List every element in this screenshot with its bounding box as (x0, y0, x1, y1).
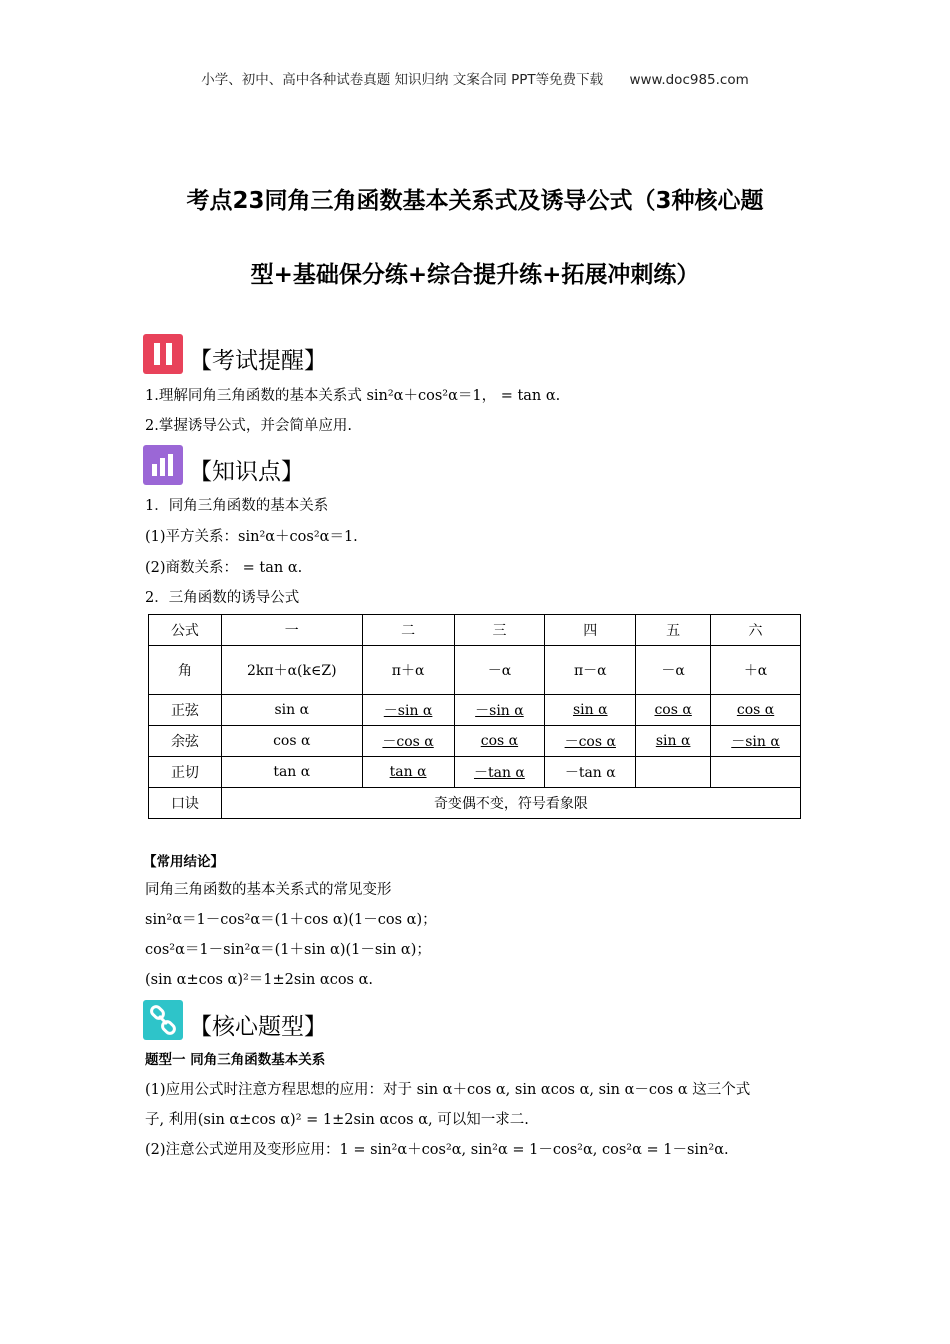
table-row-angle (149, 646, 801, 695)
table-header-row (149, 615, 801, 646)
common-formula-2: cos²α＝1－sin²α＝(1＋sin α)(1－sin α)； (145, 942, 431, 958)
common-formula-3: (sin α±cos α)²＝1±2sin αcos α. (145, 972, 374, 988)
core-section-header (143, 1000, 327, 1040)
table-cell: －tan α (454, 757, 545, 788)
core-section-title: 【核心题型】 (189, 1014, 327, 1040)
knowledge-item-1: 1．同角三角函数的基本关系 (145, 498, 329, 514)
header-text: 小学、初中、高中各种试卷真题 知识归纳 文案合同 PPT等免费下载 (201, 72, 604, 88)
table-cell: sin α (221, 695, 362, 726)
link-icon (143, 1000, 183, 1040)
table-cell (636, 757, 711, 788)
table-row-label: 正弦 (149, 695, 222, 726)
pause-icon (143, 334, 183, 374)
knowledge-item-2: (1)平方关系：sin²α＋cos²α＝1. (145, 529, 358, 545)
knowledge-item-4: 2．三角函数的诱导公式 (145, 590, 300, 606)
page-header (0, 68, 950, 88)
mnemonic-cell: 奇变偶不变，符号看象限 (221, 788, 800, 819)
table-header-cell: 五 (636, 615, 711, 646)
table-header-cell: 一 (221, 615, 362, 646)
table-header-cell: 公式 (149, 615, 222, 646)
exam-item-2: 2.掌握诱导公式，并会简单应用. (145, 418, 352, 434)
table-row-label: 口诀 (149, 788, 222, 819)
table-row-cosine (149, 726, 801, 757)
table-row-mnemonic (149, 788, 801, 819)
table-cell: ＋α (711, 646, 801, 695)
table-cell: －tan α (545, 757, 636, 788)
table-cell: －sin α (711, 726, 801, 757)
table-row-label: 角 (149, 646, 222, 695)
common-formula-1: sin²α＝1－cos²α＝(1＋cos α)(1－cos α)； (145, 912, 437, 928)
table-row-sine (149, 695, 801, 726)
table-cell: tan α (362, 757, 454, 788)
exam-section-header (143, 334, 327, 374)
table-cell: cos α (711, 695, 801, 726)
table-cell: －cos α (362, 726, 454, 757)
table-cell: －α (636, 646, 711, 695)
doc-title-line2: 型+基础保分练+综合提升练+拓展冲刺练） (250, 262, 700, 288)
type1-paragraph-1a: (1)应用公式时注意方程思想的应用：对于 sin α＋cos α, sin αcos α, sin α－cos α 这三个式 (145, 1082, 751, 1098)
table-cell: 2kπ＋α(k∈Z) (221, 646, 362, 695)
table-header-cell: 四 (545, 615, 636, 646)
type1-paragraph-2: (2)注意公式逆用及变形应用：1 = sin²α＋cos²α, sin²α = 1－cos²α, cos²α = 1－sin²α. (145, 1142, 729, 1158)
exam-section-title: 【考试提醒】 (189, 348, 327, 374)
table-cell: sin α (545, 695, 636, 726)
doc-title-line1: 考点23同角三角函数基本关系式及诱导公式（3种核心题 (186, 188, 764, 214)
table-header-cell: 六 (711, 615, 801, 646)
table-row-label: 余弦 (149, 726, 222, 757)
knowledge-section-title: 【知识点】 (189, 459, 304, 485)
type1-title: 题型一 同角三角函数基本关系 (145, 1052, 326, 1068)
table-row-tangent (149, 757, 801, 788)
table-cell: －cos α (545, 726, 636, 757)
table-cell: cos α (454, 726, 545, 757)
common-conclusion-title: 【常用结论】 (143, 854, 224, 870)
header-site: www.doc985.com (629, 72, 749, 88)
table-cell: －α (454, 646, 545, 695)
knowledge-item-3: (2)商数关系： = tan α. (145, 560, 303, 576)
table-cell: π＋α (362, 646, 454, 695)
table-cell: sin α (636, 726, 711, 757)
common-intro: 同角三角函数的基本关系式的常见变形 (145, 882, 392, 898)
table-header-cell: 三 (454, 615, 545, 646)
table-cell: －sin α (454, 695, 545, 726)
table-row-label: 正切 (149, 757, 222, 788)
table-cell: π－α (545, 646, 636, 695)
induction-formula-table (148, 614, 801, 819)
table-cell: tan α (221, 757, 362, 788)
table-cell: cos α (221, 726, 362, 757)
table-cell: －sin α (362, 695, 454, 726)
type1-paragraph-1b: 子, 利用(sin α±cos α)² = 1±2sin αcos α, 可以知一求二. (145, 1112, 529, 1128)
table-cell: cos α (636, 695, 711, 726)
table-cell (711, 757, 801, 788)
knowledge-section-header (143, 445, 304, 485)
table-header-cell: 二 (362, 615, 454, 646)
bar-chart-icon (143, 445, 183, 485)
exam-item-1: 1.理解同角三角函数的基本关系式 sin²α＋cos²α＝1， = tan α. (145, 388, 561, 404)
